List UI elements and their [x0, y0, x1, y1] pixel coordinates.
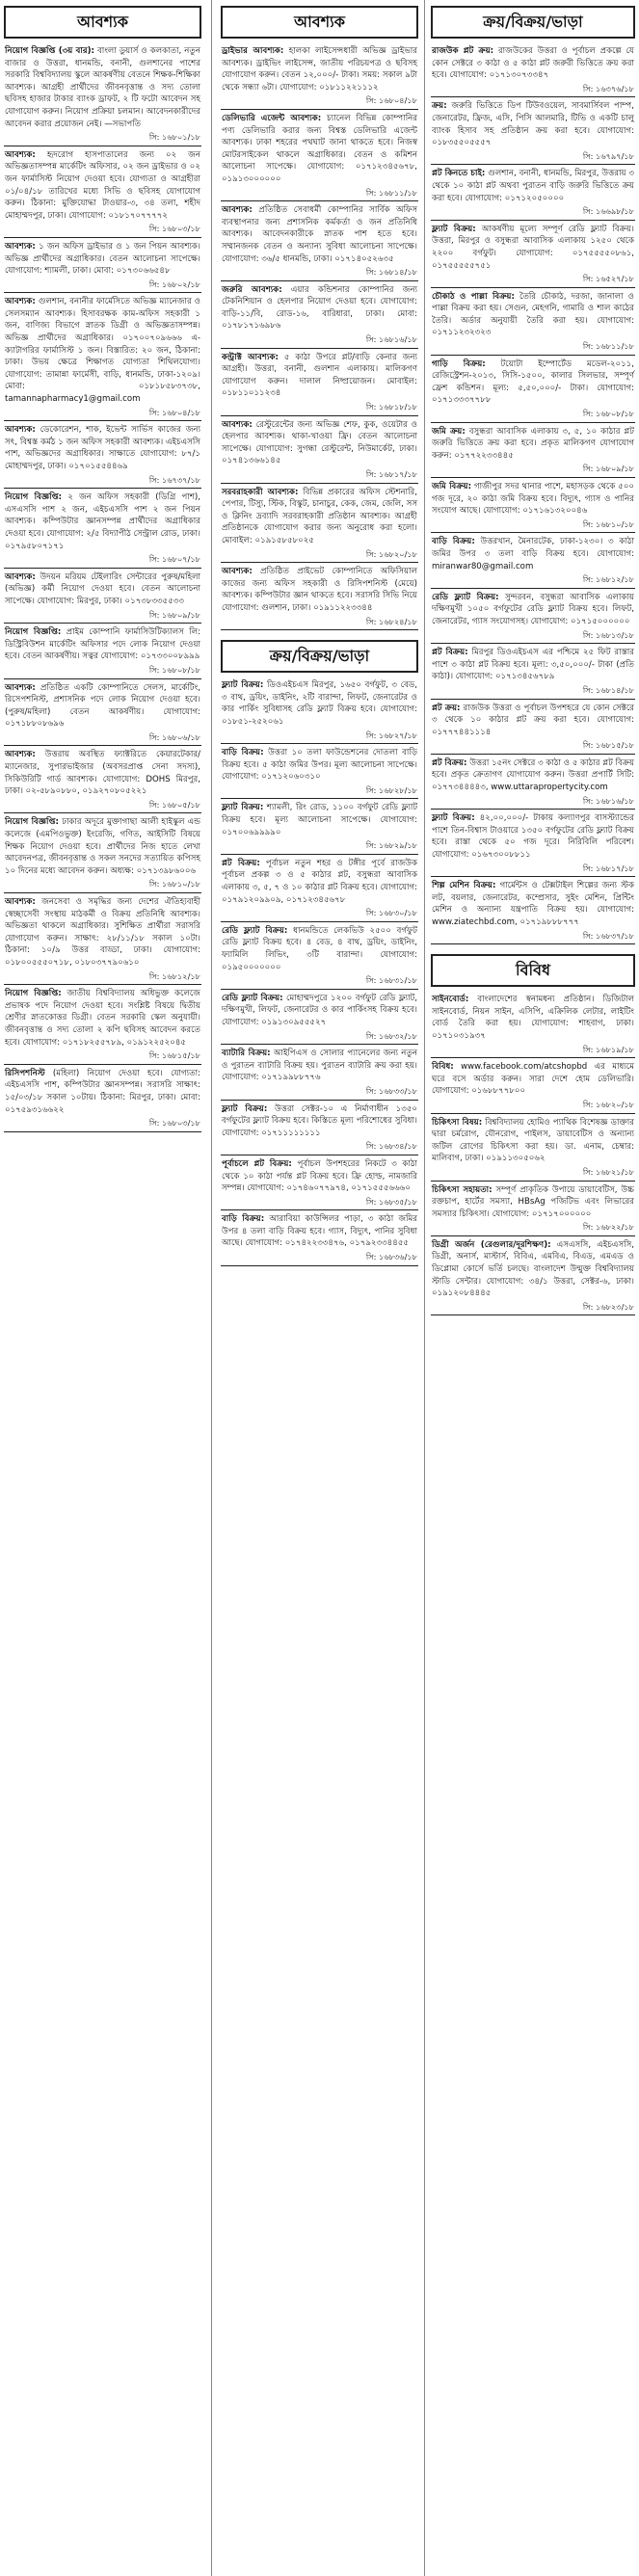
ad-body: গাজীপুর সদর থানার পাশে, মহাসড়ক থেকে ৫০০ গজ দূরে, ২০ কাঠা জমি বিক্রয় হবে। বিদ্যুৎ, গ্যাস ও পানির সংযোগ আছে। যোগাযোগ: ০১৭১৬১৩২০০৪৬ — [432, 482, 635, 517]
classified-ad — [4, 679, 201, 747]
ad-keyword: বাড়ি বিক্রয়: — [222, 1214, 265, 1225]
classified-ad — [221, 563, 418, 630]
classified-ad — [431, 755, 635, 810]
ad-reference: সি: ১৬৮৩৪/১৮ — [365, 1141, 417, 1152]
ad-body: জরুরি ভিত্তিতে ডিপ টিউবওয়েল, সাবমার্সিবল পাম্প, জেনারেটর, ফ্রিজ, এসি, পিসি আলমারি, টিভি ও একটি চালু ব্যাংক হিসাব সহ প্রতিষ্ঠান ক্রয় করা হবে। যোগাযোগ: ০১৮৩৫৫০৫৫৫৭ — [432, 101, 634, 148]
ad-keyword: রেডি ফ্ল্যাট বিক্রয়: — [222, 925, 288, 936]
section-header: আবশ্যক — [221, 6, 418, 39]
ad-reference: সি: ১৬৮২৩/১৮ — [582, 1301, 634, 1312]
ad-reference: সি: ১৬৮০৯/১৮ — [582, 464, 634, 474]
classified-ad — [221, 416, 418, 484]
classified-ad — [4, 893, 201, 985]
classified-ad — [431, 1114, 635, 1182]
ad-reference: সি: ১৬৮১৪/১৮ — [582, 684, 634, 695]
ad-keyword: আবশ্যক: — [5, 425, 36, 436]
ad-reference: সি: ১৬৮৩৬/১৮ — [365, 1252, 417, 1262]
ad-keyword: রেডি ফ্ল্যাট বিক্রয়: — [432, 592, 499, 602]
classified-ad — [431, 877, 635, 944]
classified-ad — [221, 201, 418, 281]
ad-keyword: ফ্ল্যাট বিক্রয়: — [222, 803, 264, 813]
ad-reference: সি: ১৬৮১৫/১৮ — [582, 740, 634, 751]
ad-keyword: সাইনবোর্ড: — [432, 995, 469, 1005]
ad-body: www.facebook.com/atcshopbd এর মাধ্যমে ঘরে বসে অর্ডার করুন। সারা দেশে হোম ডেলিভারি। যোগাযোগ: ০১৬৮৮৭৭৮০০ — [432, 1062, 634, 1097]
ad-keyword: আবশ্যক: — [5, 149, 36, 160]
ad-body: গুলশান, বনানী, ধানমন্ডি, মিরপুর, উত্তরায় ৩ থেকে ১০ কাঠা প্লট অথবা পুরাতন বাড়ি জরুরি ভিত্তিতে ক্রয় করা হবে। যোগাযোগ: ০১৭১২০৫০০০০ — [432, 169, 634, 203]
ad-body: আরাবিয়া কাউন্সিলর পাড়া, ৩ কাঠা জমির উপর ৪ তলা বাড়ি বিক্রয় হবে। গ্যাস, বিদ্যুৎ, পানির সুবিধা আছে। যোগাযোগ: ০১৭৪২২৩৩৪৭৬, ০১৭৯২৩৩৪৪৫৫ — [222, 1214, 417, 1249]
classified-ad — [221, 990, 418, 1045]
ad-body: উদয়ন মরিয়ম টেইলারিং সেন্টারের পুরুষ/মহিলা (অভিজ্ঞ) কর্মী নিয়োগ দেওয়া হবে। বেতন আলোচনা সাপেক্ষে। যোগাযোগ: মিরপুর, ঢাকা। ০১৭৩৮৩৩৫৫৩৩ — [5, 571, 200, 606]
ad-list — [431, 991, 635, 1315]
ad-body: এসএসসি, এইচএসসি, ডিগ্রী, অনার্স, মাস্টার্স, বিবিএ, এমবিএ, বিএড, এমএড ও ডিপ্লোমা কোর্সে ভর্তি চলছে। বাংলাদেশ উন্মুক্ত বিশ্ববিদ্যালয় স্টাডি সেন্টার। যোগাযোগ: ৩৪/১ উত্তরা, সেক্টর-৬, ঢাকা। ০১৯১২০৮৪৪৪৫ — [432, 1239, 634, 1299]
ad-body: উত্তরা সেক্টর-১০ এ নির্মাণাধীন ১৩৫০ বর্গফুটের ফ্ল্যাট বিক্রয় হবে। কিস্তিতে মূল্য পরিশোধের সুবিধা। যোগাযোগ: ০১৭১১১১১১১১ — [222, 1103, 417, 1138]
ad-body: হালকা লাইসেন্সধারী অভিজ্ঞ ড্রাইভার আবশ্যক। ড্রাইভিং লাইসেন্স, জাতীয় পরিচয়পত্র ও ছবিসহ যোগাযোগ করুন। বেতন ১২,০০০/- টাকা। সময়: সকাল ৯টা থেকে সন্ধ্যা ৬টা। যোগাযোগ: ০১৮১১২২১১১২ — [222, 46, 418, 93]
ad-body: ৫ কাঠা উপরে প্লট/বাড়ি কেনার জন্য আগ্রহী। উত্তরা, বনানী, গুলশান এলাকায়। মালিকগণ যোগাযোগ করুন। দালাল নিষ্প্রয়োজন। মোবাইল: ০১৮১১০১১২৩৪ — [222, 352, 417, 399]
ad-body: রাজউকের উত্তরা ও পূর্বাচল প্রকল্পে যে কোন সেক্টরে ৩ কাঠা ও ৫ কাঠা প্লট জরুরী ভিত্তিতে ক্রয় করা হবে। যোগাযোগ: ০১৭১৩০৭৩৩৪৭ — [432, 46, 634, 81]
ad-body: সম্পূর্ণ প্রাকৃতিক উপায়ে ডায়াবেটিস, উচ্চ রক্তচাপ, হার্টের সমস্যা, HBsAg পজিটিভ এবং লিভারের সমস্যার চিকিৎসা। যোগাযোগ: ০১৭১৭০০০০০০ — [432, 1184, 634, 1219]
classified-ad — [431, 533, 635, 588]
ad-keyword: বিবিধ: — [432, 1062, 454, 1073]
ad-reference: সি: ১৬৮০৪/১৮ — [365, 95, 417, 106]
ad-keyword: রাজউক প্লট ক্রয়: — [432, 46, 494, 56]
ad-reference: সি: ১৬৮১৪/১৮ — [365, 267, 417, 278]
ad-keyword: গাড়ি বিক্রয়: — [432, 359, 486, 369]
ad-keyword: প্লট কিনতে চাই: — [432, 169, 486, 179]
ad-body: উত্তরা ১০ তলা ফাউন্ডেশনের দোতলা বাড়ি বিক্রয় হবে। ৫ কাঠা জমির উপর। মূল্য আলোচনা সাপেক্ষে। যোগাযোগ: ০১৭১২০৬০৩১০ — [222, 748, 417, 783]
ad-body: মিরপুর ডিওএইচএস এর পশ্চিমে ২৫ ফিট রাস্তার পাশে ৩ কাঠা প্লট বিক্রয় হবে। মূল্য: ৩,৫০,০০০/- টাকা (প্রতি কাঠা)। যোগাযোগ: ০১৭১৩৪৫৬৭৮৯ — [432, 648, 634, 682]
ad-body: ঢাকার অদূরে মুক্তাগাছা আলী হাইস্কুল এন্ড কলেজে (এমপিওভুক্ত) ইংরেজি, গণিত, আইসিটি বিষয়ে শিক্ষক নিয়োগ দেওয়া হবে। প্রার্থীদের নিজ হাতে লেখা আবেদনপত্র, জীবনবৃত্তান্ত ও সকল সনদের সত্যায়িত কপিসহ ১০ দিনের মধ্যে আবেদন করুন। অধ্যক্ষ: ০১৭১৩৯৮৬০০৬ — [5, 817, 200, 876]
ad-keyword: আবশ্যক: — [5, 682, 36, 693]
classified-ad — [431, 810, 635, 877]
ad-body: আইপিএস ও সোলার প্যানেলের জন্য নতুন ও পুরাতন ব্যাটারি বিক্রয় হয়। পুরাতন ব্যাটারি ক্রয় করা হয়। যোগাযোগ: ০১৭১৯৯৮৮৭৭৬ — [222, 1049, 418, 1083]
ad-body: বিশ্ববিদ্যালয় হোমিও প্যাথিক বিশেষজ্ঞ ডাক্তার দ্বারা চর্মরোগ, যৌনরোগ, পাইলস, ডায়াবেটিস ও অন্যান্য জটিল রোগের চিকিৎসা করা হয়। ডা. এনাম, চেম্বার: মালিবাগ, ঢাকা। ০১৯১১৩০৫০৬২ — [432, 1117, 635, 1164]
ad-body: সুন্দরবন, বসুন্ধরা আবাসিক এলাকায় দক্ষিণমুখী ১০৫০ বর্গফুটের রেডি ফ্ল্যাট বিক্রয় হবে। লিফট, জেনারেটর, গ্যাস সংযোগসহ। যোগাযোগ: ০১৭১৫০০০০০০ — [432, 592, 634, 626]
ad-keyword: ফ্ল্যাট বিক্রয়: — [432, 224, 476, 234]
ad-keyword: জমি ক্রয়: — [432, 426, 466, 437]
classified-ad — [431, 42, 635, 97]
classified-ad — [4, 489, 201, 569]
ad-body: ১ জন অফিস ড্রাইভার ও ১ জন পিয়ন আবশ্যক। অভিজ্ঞ প্রার্থীদের অগ্রাধিকার। বেতন আলোচনা সাপেক্ষে। যোগাযোগ: শ্যামলী, ঢাকা। মোবা: ০১৭৩০৬৬৫৪৮ — [5, 241, 200, 277]
classified-ad — [431, 991, 635, 1058]
ad-body: বাংলাদেশের স্বনামধন্য প্রতিষ্ঠান। ডিজিটাল সাইনবোর্ড, নিয়ন সাইন, এসিপি, এক্রিলিক লেটার, লাইটিং বোর্ড তৈরি করা হয়। যোগাযোগ: শাহবাগ, ঢাকা। ০১৭১০৩১৯৩৭ — [432, 995, 635, 1041]
ad-reference: সি: ১৬৮১৬/১৮ — [582, 795, 634, 806]
ad-body: প্রতিষ্ঠিত প্রাইভেট কোম্পানিতে অফিসিয়াল কাজের জন্য অফিস সহকারী ও রিসিপশনিস্ট (মেয়ে) আবশ্যক। কম্পিউটার জ্ঞান থাকতে হবে। সরাসরি সিভি নিয়ে যোগাযোগ: গুলশান, ঢাকা। ০১৯১১২২৩৩৪৪ — [222, 567, 417, 613]
ad-keyword: কন্ট্রাক্ট আবশ্যক: — [222, 352, 279, 362]
ad-keyword: প্লট বিক্রয়: — [222, 858, 260, 868]
classified-ad — [431, 644, 635, 699]
ad-body: শ্যামলী, রিং রোড, ১১০০ বর্গফুট রেডি ফ্ল্যাট বিক্রয় হবে। মূল্য আলোচনা সাপেক্ষে। যোগাযোগ: ০১৭০০৬৯৯৯৯০ — [222, 803, 417, 837]
ad-body: এয়ার কন্ডিশনার কোম্পানির জন্য টেকনিশিয়ান ও হেলপার নিয়োগ দেওয়া হবে। যোগাযোগ: বাড়ি-১১/বি, রোড-১৬, বারিধারা, ঢাকা। মোবা: ০১৭৮১৭১৬৯৮৬ — [222, 284, 417, 332]
ad-reference: সি: ১৬৮১৫/১৮ — [148, 1050, 200, 1061]
ad-keyword: চিকিৎসা বিষয়: — [432, 1117, 483, 1128]
ad-body: ডিওএইচএস মিরপুর, ১৬৫০ বর্গফুট, ৩ বেড, ৩ বাথ, ড্রয়িং, ডাইনিং, ২টি বারান্দা, লিফট, জেনারেটর ও কার পার্কিং সুবিধাসহ রেডি ফ্ল্যাট বিক্রয় হবে। যোগাযোগ: ০১৮৫১-২৫২০৬১ — [222, 680, 417, 727]
ad-keyword: আবশ্যক: — [222, 205, 253, 216]
ad-reference: সি: ১৬৮০৪/১৮ — [148, 407, 200, 417]
ad-body: প্রতিষ্ঠিত সেবাধর্মী কোম্পানির সার্বিক অফিস ব্যবস্থাপনার জন্য প্রশাসনিক কর্মকর্তা ও জন প্রতিনিধি আবশ্যক। আবেদনকারীকে স্নাতক পাশ হতে হবে। সম্মানজনক বেতন ও অন্যান্য সুবিধা আলোচনা সাপেক্ষে। যোগাযোগ: ৩৬/৫ ধানমন্ডি, ঢাকা। ০১৭১৪০৫২৬৩৫ — [222, 205, 417, 264]
ad-keyword: বাড়ি বিক্রয়: — [432, 537, 475, 547]
ad-body: ২ জন অফিস সহকারী (ডিগ্রি পাশ), এসএসসি পাশ ২ জন, এইচএসসি পাশ ২ জন পিয়ন আবশ্যক। কম্পিউটার জ্ঞানসম্পন্ন প্রার্থীদের অগ্রাধিকার দেওয়া হবে। যোগাযোগ: ২/৫ বিদ্যাপীঠ সেন্ট্রাল রোড, ঢাকা। ০১৭৯৫৮০৭১৭১ — [5, 492, 200, 551]
classified-ad — [221, 1155, 418, 1210]
ad-keyword: সরবরাহকারী আবশ্যক: — [222, 487, 299, 497]
ad-reference: সি: ১৬৮৩১/১৮ — [365, 975, 417, 986]
ad-reference: সি: ১৬৩৭৬/১৮ — [582, 83, 634, 93]
ad-keyword: নিয়োগ বিজ্ঞপ্তি: — [5, 989, 62, 999]
ad-reference: সি: ১৬৮১১/১৮ — [365, 187, 417, 198]
column-3 — [431, 6, 635, 1315]
ad-reference: সি: ১৬৮১২/১৮ — [148, 970, 200, 981]
ad-keyword: ব্যাটারি বিক্রয়: — [222, 1049, 271, 1059]
ad-list — [4, 42, 201, 1132]
classified-ad — [221, 110, 418, 201]
ad-reference: সি: ১৬৮১৭/১৮ — [365, 469, 417, 479]
ad-keyword: নিয়োগ বিজ্ঞপ্তি (৩য় বার): — [5, 46, 94, 56]
ad-body: প্রাইম কোম্পানি ফার্মাসিউটিক্যালস লি: ডিস্ট্রিবিউশন মার্কেটিং অফিসার পদে লোক নিয়োগ দেওয়া হবে। বেতন আকর্ষণীয়। সত্বর যোগাযোগ: ০১৭৩৩০০৮৯৯৯ — [5, 627, 200, 662]
classified-ad — [431, 1182, 635, 1236]
classified-ad — [4, 238, 201, 293]
ad-body: ৪২,০০,০০০/- টাকায় কল্যাণপুর বাসস্ট্যান্ডের পাশে তিন-বিশ্বাস টাওয়ারে ১৩৫০ বর্গফুটের রেডি ফ্ল্যাট বিক্রয় হবে। রাস্তা থেকে ৫০ গজ দূরে। নিরিবিলি পরিবেশ। যোগাযোগ: ০১৬৭৩০০৮৮১১ — [432, 813, 634, 861]
ad-keyword: নিয়োগ বিজ্ঞপ্তি: — [5, 627, 62, 638]
ad-reference: সি: ১৬৮১৬/১৮ — [365, 334, 417, 345]
ad-reference: সি: ১৬৮০৮/১৮ — [582, 409, 634, 419]
ad-reference: সি: ১৬৮০৯/১৮ — [148, 609, 200, 620]
ad-body: জনসেবা ও সমৃদ্ধির জন্য দেশের ঐতিহ্যবাহী স্বেচ্ছাসেবী সংস্থায় মাঠকর্মী ও বিক্রয় প্রতিনিধি আবশ্যক। অভিজ্ঞতা থাকলে অগ্রাধিকার। সুশিক্ষিত প্রার্থীরা সরাসরি যোগাযোগ করুন। সাক্ষাৎ: ২৮/১১/১৮ সকাল ১০টা। ঠিকানা: ১০/৯ উত্তর বাড্ডা, ঢাকা। যোগাযোগ: ০১৮০০৫৫৫০৭১৮, ০১৮০৩৭৭৯০৬১০ — [5, 897, 200, 968]
column-divider — [211, 0, 212, 2576]
ad-body: গুলশান, বনানীর ফার্মেসিতে অভিজ্ঞ ম্যানেজার ও সেলসম্যান আবশ্যক। হিসাবরক্ষক কাম-অফিস সহকারী ১ জন, বাণিজ্য বিভাগে স্নাতক ডিগ্রী ও অভিজ্ঞতাসম্পন্ন। অভিজ্ঞ প্রার্থীদের অগ্রাধিকার। ০১৭০০৭০৯৬৬৬ এ-ক্যাটাগরির ফার্মাসিস্ট ১ জন। বিস্তারিত: ২০ জন, ঠিকানা: ঢাকা। উভয় ক্ষেত্রে শিক্ষাগত যোগ্যতা শিথিলযোগ্য। যোগাযোগ: তামান্না ফার্মেসী, বাড়ি, ধানমন্ডি, ঢাকা-১২০৯। মোবা: ০১৮১৮৫৮৩৭৩৮, tamannapharmacy1@gmail.com — [5, 297, 201, 405]
classified-ad — [221, 1101, 418, 1155]
classified-ad — [431, 1236, 635, 1316]
ad-body: রেস্টুরেন্টের জন্য অভিজ্ঞ শেফ, কুক, ওয়েটার ও হেলপার আবশ্যক। থাকা-খাওয়া ফ্রি। বেতন আলোচনা সাপেক্ষে। যোগাযোগ: সুগন্ধা রেস্টুরেন্ট, নিউমার্কেট, ঢাকা। ০১৭৪১৩৬৬১৪৫ — [222, 419, 417, 466]
ad-keyword: ডেলিভারি এজেন্ট আবশ্যক: — [222, 113, 322, 123]
ad-reference: সি: ১৬৮০৮/১৮ — [148, 664, 200, 675]
ad-reference: সি: ১৬৮০৫/১৮ — [148, 799, 200, 810]
ad-reference: সি: ১৬৮০৭/১৮ — [148, 554, 200, 565]
ad-keyword: চৌকাঠ ও পাল্লা বিক্রয়: — [432, 291, 515, 302]
classified-ad — [4, 624, 201, 678]
ad-keyword: নিয়োগ বিজ্ঞপ্তি: — [5, 817, 59, 828]
ad-body: উত্তরায় অবস্থিত ফ্যাক্টরিতে কেয়ারটেকার/ম্যানেজার, সুপারভাইজার (অবসরপ্রাপ্ত সেনা সদস্য), সিকিউরিটি গার্ড আবশ্যক। যোগাযোগ: DOHS মিরপুর, ঢাকা। ০২-৫৮৯০৮৮০, ০১৯২৭০৮০৫২২১ — [5, 750, 201, 797]
classified-ad — [4, 569, 201, 624]
ad-body: ধানমন্ডিতে লেকভিউ ২৫০০ বর্গফুট রেডি ফ্ল্যাট বিক্রয় হবে। ৪ বেড, ৪ বাথ, ড্রয়িং, ডাইনিং, ফ্যামিলি লিভিং, ৩টি বারান্দা। যোগাযোগ: ০১৯৫০০০০০০০ — [222, 925, 417, 972]
ad-reference: সি: ১৬৮০১/১৮ — [148, 132, 200, 143]
ad-reference: সি: ১৬৮২২/১৮ — [582, 1222, 634, 1233]
ad-body: টয়োটা ইম্পোর্টেড মডেল-২০১১, রেজিস্ট্রেশন-২০১৩, সিসি-১৫০০, কালার সিলভার, সম্পূর্ণ ফ্রেশ কন্ডিশন। মূল্য: ৫,৫০,০০০/- টাকা। যোগাযোগ: ০১৭১৩৩৩৭৭৮৮ — [432, 359, 635, 406]
classified-ad — [221, 281, 418, 349]
classified-ad — [221, 1045, 418, 1100]
classified-ad — [431, 478, 635, 533]
ad-body: তৈরি চৌকাঠ, দরজা, জানালা ও পাল্লা বিক্রয় করা হয়। সেগুন, মেহগনি, গামারি ও শাল কাঠের তৈরি। অর্ডার অনুযায়ী তৈরি করা হয়। যোগাযোগ: ০১৭১১২৩২৩২৩ — [432, 291, 635, 338]
ad-reference: সি: ১৬৮৩৫/১৮ — [365, 1196, 417, 1207]
ad-list — [221, 42, 418, 630]
ad-reference: সি: ১৬৭৯৭/১৮ — [582, 150, 634, 161]
ad-keyword: আবশ্যক: — [222, 419, 253, 430]
ad-keyword: ফ্ল্যাট বিক্রয়: — [432, 813, 475, 824]
classified-ad — [431, 288, 635, 356]
ad-reference: সি: ১৬৮০৩/১৮ — [148, 1118, 200, 1129]
ad-body: বিভিন্ন প্রকারের অফিস স্টেশনারি, পেপার, টিস্যু, স্টিক, বিস্কুট, চানাচুর, কেক, জেম, জেলি, সস ও ক্লিনিং দ্রব্যাদি সরবরাহকারী প্রতিষ্ঠান আবশ্যক। আগ্রহী প্রতিষ্ঠানকে যোগাযোগ করার জন্য অনুরোধ করা হলো। মোবাইল: ০১৯১৫৮৫৮০২৫ — [222, 487, 418, 545]
ad-keyword: আবশ্যক: — [5, 897, 36, 907]
ad-body: উত্তরখান, মৈনারটেক, ঢাকা-১২৩০। ৩ কাঠা জমির উপর ৩ তলা বাড়ি বিক্রয় হবে। যোগাযোগ: miranwar80@gmail.com — [432, 537, 634, 571]
ad-keyword: ফ্ল্যাট বিক্রয়: — [222, 1103, 268, 1114]
ad-body: উত্তরা ১৫নং সেক্টরে ৩ কাঠা ও ৫ কাঠার প্লট বিক্রয় হবে। প্রকৃত ক্রেতাগণ যোগাযোগ করুন। উত্তরা প্রপার্টি সিটি: ০১৭৭৩৪৪৪৪৩, www.uttarapropertycity.com — [432, 757, 635, 793]
section-header: বিবিধ — [431, 954, 635, 987]
classified-ad — [4, 421, 201, 489]
ad-body: জাতীয় বিশ্ববিদ্যালয় অধিভুক্ত কলেজে প্রভাষক পদে নিয়োগ দেওয়া হবে। সংশ্লিষ্ট বিষয়ে দ্বিতীয় শ্রেণীর স্নাতকোত্তর ডিগ্রী। বেতন সরকারি স্কেল অনুযায়ী। জীবনবৃত্তান্ত ও সদ্য তোলা ২ কপি ছবিসহ আবেদন করতে হবে। যোগাযোগ: ০১৭১৮২৫৫৭৮৯, ০১৯১২২৫২০৪৫ — [5, 989, 200, 1048]
ad-keyword: ফ্ল্যাট বিক্রয়: — [222, 680, 264, 691]
classified-ad — [431, 589, 635, 644]
ad-body: প্রতিষ্ঠিত একটি কোম্পানিতে সেলস, মার্কেটিং, রিসেপশনিস্ট, প্রশাসনিক পদে লোক নিয়োগ দেওয়া হবে। (পুরুষ/মহিলা) বেতন আকর্ষণীয়। যোগাযোগ: ০১৭১৮৮০৮৬৯৬ — [5, 682, 200, 730]
classified-ad — [431, 700, 635, 755]
ad-keyword: প্লট ক্রয়: — [432, 703, 461, 713]
classified-ad — [221, 855, 418, 922]
classified-ad — [431, 97, 635, 165]
section-header: ক্রয়/বিক্রয়/ভাড়া — [431, 6, 635, 39]
ad-body: মোহাম্মদপুরে ১২০০ বর্গফুট রেডি ফ্ল্যাট, দক্ষিণমুখী, লিফট, জেনারেটর ও কার পার্কিংসহ বিক্রয় হবে। যোগাযোগ: ০১৯১৩০৯৫৫৫২৭ — [222, 993, 417, 1027]
ad-reference: সি: ১৬৮০৩/১৮ — [148, 224, 200, 234]
classified-ad — [4, 42, 201, 146]
classified-ad — [221, 922, 418, 990]
ad-reference: সি: ১৬৮১০/১৮ — [148, 879, 200, 890]
ad-reference: সি: ১৬৮১৭/১৮ — [582, 863, 634, 873]
ad-body: রাজউক উত্তরা ও পূর্বাচল উপশহরে যে কোন সেক্টরে ৩ থেকে ১০ কাঠার প্লট ক্রয় করা হবে। যোগাযোগ: ০১৭৭৭৪৪১১১৪ — [432, 703, 634, 737]
ad-reference: সি: ১৬৮২০/১৮ — [365, 548, 417, 559]
ad-keyword: ক্রয়: — [432, 101, 447, 112]
classified-ad — [221, 744, 418, 799]
ad-keyword: রেডি ফ্ল্যাট বিক্রয়: — [222, 993, 283, 1003]
classified-ad — [221, 42, 418, 110]
ad-keyword: আবশ্যক: — [5, 241, 36, 252]
classified-ad — [4, 293, 201, 421]
ad-reference: সি: ১৬৮১৮/১৮ — [365, 402, 417, 412]
ad-keyword: চিকিৎসা সহায়তা: — [432, 1184, 493, 1195]
classified-ad — [4, 146, 201, 238]
ad-keyword: নিয়োগ বিজ্ঞপ্তি: — [5, 492, 63, 503]
section-header: আবশ্যক — [4, 6, 201, 39]
column-1 — [4, 6, 201, 1132]
classified-ad — [4, 1065, 201, 1132]
ad-reference: সি: ১৬৮৩০/১৮ — [365, 908, 417, 918]
ad-body: (মহিলা) নিয়োগ দেওয়া হবে। যোগ্যতা: এইচএসসি পাশ, কম্পিউটার জ্ঞানসম্পন্ন। সরাসরি সাক্ষাৎ: ১৫/০৩/১৮ সকাল ১০টায়। ঠিকানা: মিরপুর, ঢাকা। মোবা: ০১৭৫৯৩১৬৬২২ — [5, 1068, 200, 1115]
ad-body: চ্যানেল বিভিন্ন কোম্পানির পণ্য ডেলিভারি করার জন্য বিশ্বস্ত ডেলিভারি এজেন্ট আবশ্যক। ঢাকা শহরের পথঘাট জানা থাকতে হবে। নিজস্ব মোটরসাইকেল থাকলে অগ্রাধিকার। বেতন ও কমিশন আলোচনা সাপেক্ষে। যোগাযোগ: ০১৭১২৩৪৫৬৭৮, ০১৯১৩০০০০০০ — [222, 113, 418, 184]
ad-reference: সি: ১৬৮১২/১৮ — [582, 574, 634, 585]
classified-ad — [221, 1210, 418, 1265]
ad-body: গার্মেন্টস ও টেক্সটাইল শিল্পের জন্য স্টক লট, বয়লার, জেনারেটর, কম্প্রেসার, সুইং মেশিন, প্রিন্টিং মেশিন ও অন্যান্য যন্ত্রপাতি বিক্রয় হয়। যোগাযোগ: www.ziatechbd.com, ০১৭১৯৮৮৮৭৭৭ — [432, 881, 634, 927]
ad-keyword: আবশ্যক: — [5, 571, 36, 582]
ad-reference: সি: ১৬৮৩৩/১৮ — [365, 1085, 417, 1096]
ad-body: পূর্বাচল উপশহরের নিকটে ৩ কাঠা থেকে ১০ কাঠা পর্যন্ত প্লট বিক্রয় হবে। ফ্রি হোল্ড, নামজারি সম্পন্ন। যোগাযোগ: ০১৭৪৬০৭৭৯৭৪, ০১৭১৫৫৫৬৬৬০ — [222, 1158, 418, 1194]
ad-reference: সি: ১৬৮২৯/১৮ — [365, 840, 417, 851]
ad-reference: সি: ১৬৮১০/১৮ — [582, 518, 634, 529]
ad-reference: সি: ১৬৮১৯/১৮ — [582, 1044, 634, 1054]
ad-keyword: জমি বিক্রয়: — [432, 482, 472, 491]
classified-ad — [431, 423, 635, 478]
ad-reference: সি: ১৬৮২৪/১৮ — [365, 616, 417, 626]
classified-ad — [431, 356, 635, 423]
classified-ad — [4, 985, 201, 1065]
ad-body: ডেকোরেশন, শাক, ইভেন্ট সার্ভিস কাজের জন্য সৎ, বিশ্বস্ত কর্মঠ ১ জন অফিস সহকারী আবশ্যক। এইচএসসি পাশ, অভিজ্ঞদের অগ্রাধিকার। সাক্ষাতে যোগাযোগ: ৮৭/১ মোহাম্মদপুর, ঢাকা। ০১৭০১৫৫৪৪৬৯ — [5, 425, 200, 471]
ad-reference: সি: ১৬৮৩৭/১৮ — [582, 930, 634, 941]
ad-reference: সি: ১৬৭৩৭/১৮ — [148, 474, 200, 485]
ad-keyword: ড্রাইভার আবশ্যক: — [222, 46, 284, 56]
ad-keyword: পূর্বাচলে প্লট বিক্রয়: — [222, 1158, 292, 1169]
ad-keyword: প্লট বিক্রয়: — [432, 648, 468, 658]
classified-ad — [4, 746, 201, 813]
classified-ad — [431, 1058, 635, 1113]
classified-ad — [221, 799, 418, 854]
ad-reference: সি: ১৬৮২০/১৮ — [582, 1099, 634, 1109]
ad-reference: সি: ১৬৮২১/১৮ — [582, 1166, 634, 1177]
ad-reference: সি: ১৬৬৯৮/১৮ — [582, 206, 634, 217]
classified-ad — [4, 813, 201, 893]
ad-list — [221, 677, 418, 1266]
ad-reference: সি: ১৬৮২৮/১৮ — [365, 784, 417, 795]
section-header: ক্রয়/বিক্রয়/ভাড়া — [221, 640, 418, 673]
ad-keyword: প্লট বিক্রয়: — [432, 757, 467, 768]
classified-ad — [221, 349, 418, 416]
ad-keyword: রিসিপশনিস্ট — [5, 1068, 45, 1078]
ad-body: আকর্ষণীয় মূল্যে সম্পূর্ণ রেডি ফ্ল্যাট বিক্রয়। উত্তরা, মিরপুর ও বসুন্ধরা আবাসিক এলাকায় ১২৫০ থেকে ২২০০ বর্গফুট। যোগাযোগ: ০১৭৫৫৫৫০৮৬১, ০১৭৫৫৫৫৫৭৫১ — [432, 224, 634, 271]
classified-ad — [221, 677, 418, 744]
ad-keyword: শিল্প মেশিন বিক্রয়: — [432, 881, 496, 891]
ad-reference: সি: ১৬৮৩২/১৮ — [365, 1030, 417, 1041]
column-2 — [221, 6, 418, 1266]
ad-keyword: আবশ্যক: — [222, 567, 253, 577]
ad-body: পূর্বাচল নতুন শহর ও টঙ্গীর পূর্বে রাজউক পূর্বাচল প্রকল্প ৩ ও ৫ কাঠার প্লট, বসুন্ধরা আবাসিক এলাকায় ৩, ৫, ৭ ও ১০ কাঠার প্লট বিক্রয় হবে। যোগাযোগ: ০১৭৯১২০৯৯০৯, ০১৭১২৩৪৫৬৭৮ — [222, 858, 418, 905]
ad-keyword: আবশ্যক: — [5, 297, 36, 307]
ad-body: হৃদরোগ হাসপাতালের জন্য ০২ জন অভিজ্ঞতাসম্পন্ন মার্কেটিং অফিসার, ০২ জন ড্রাইভার ও ০২ জন ফার্মাসিস্ট নিয়োগ দেওয়া হবে। যোগ্যতা ও আগ্রহীরা ০১/০৪/১৮ তারিখের মধ্যে সিভি ও ছবিসহ যোগাযোগ করুন। ঠিকানা: মুক্তিযোদ্ধা টাওয়ার-৩, ৩৪ তলা, শহীদ মোহাম্মদপুর, ঢাকা। যোগাযোগ: ০১৮১৭০৭৭৭৭২ — [5, 149, 200, 221]
ad-reference: সি: ১৬৮০২/১৮ — [148, 279, 200, 289]
ad-reference: সি: ১৬৮১১/১৮ — [582, 341, 634, 352]
ad-reference: সি: ১৬৫২৭/১৮ — [582, 274, 634, 284]
ad-keyword: আবশ্যক: — [5, 750, 36, 760]
ad-keyword: ডিগ্রী অর্জন (রেগুলার/দূরশিক্ষণ): — [432, 1239, 551, 1250]
classified-ad — [431, 165, 635, 220]
ad-body: বাংলা ডুয়ার্স ও কলকাতা, নতুন বাজার ও উত্তরা, ধানমন্ডি, বনানী, গুলশানের পাশের সরকারি বিশ্ববিদ্যালয় স্কুলে আকর্ষণীয় বেতনে শিক্ষক-শিক্ষিকা আবশ্যক। আগ্রহী প্রার্থীদের জীবনবৃত্তান্ত ও সদ্য তোলা ছবিসহ হাজার টাকার ব্যাংক ড্রাফট, ২ টি ফটো আবেদন সহ যোগাযোগ করুন। নিয়োগ প্রক্রিয়া চলমান। আবেদনকারীদের আবেদন করার প্রয়োজন নেই। —সভাপতি — [5, 46, 200, 129]
ad-body: বসুন্ধরা আবাসিক এলাকায় ৩, ৫, ১০ কাঠার প্লট জরুরি ভিত্তিতে ক্রয় করা হবে। প্রকৃত মালিকগণ যোগাযোগ করুন: ০১৭৭২২৩৩৪৪৫ — [432, 426, 634, 461]
classified-ad — [221, 484, 418, 564]
ad-list — [431, 42, 635, 944]
ad-reference: সি: ১৬৮১৩/১৮ — [582, 629, 634, 640]
column-divider — [424, 0, 425, 2576]
ad-reference: সি: ১৬৮০৬/১৮ — [148, 731, 200, 742]
ad-reference: সি: ১৬৮২৭/১৮ — [365, 730, 417, 740]
ad-keyword: জরুরি আবশ্যক: — [222, 284, 282, 295]
classified-ad — [431, 221, 635, 288]
ad-keyword: বাড়ি বিক্রয়: — [222, 748, 264, 758]
